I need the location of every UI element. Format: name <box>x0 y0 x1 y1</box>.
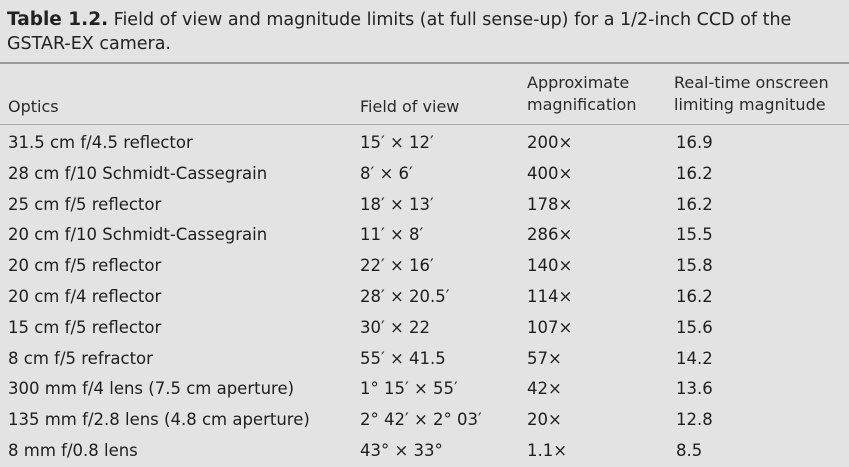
header-rule <box>0 124 849 125</box>
cell-magnification: 20× <box>527 410 562 430</box>
cell-optics: 15 cm f/5 reflector <box>8 317 162 337</box>
table-row <box>0 251 849 282</box>
cell-limiting-magnitude: 15.8 <box>676 256 713 276</box>
header-limiting-magnitude-line2: limiting magnitude <box>674 95 826 114</box>
cell-magnification: 140× <box>527 256 573 276</box>
cell-limiting-magnitude: 12.8 <box>676 410 713 430</box>
cell-magnification: 57× <box>527 348 562 368</box>
table-row <box>0 128 849 159</box>
cell-optics: 25 cm f/5 reflector <box>8 194 162 214</box>
cell-limiting-magnitude: 15.5 <box>676 225 713 245</box>
cell-field-of-view: 8′ × 6′ <box>360 163 413 183</box>
header-limiting-magnitude-line1: Real-time onscreen <box>674 73 829 92</box>
cell-magnification: 400× <box>527 163 573 183</box>
header-limiting-magnitude <box>674 72 829 116</box>
cell-magnification: 178× <box>527 194 573 214</box>
table-caption-text: Field of view and magnitude limits (at full sense-up) for a 1/2-inch CCD of the GSTAR-EX camera. <box>7 10 792 54</box>
cell-limiting-magnitude: 15.6 <box>676 317 713 337</box>
header-magnification-line1: Approximate <box>527 73 630 92</box>
header-field-of-view: Field of view <box>360 97 460 116</box>
cell-field-of-view: 30′ × 22 <box>360 317 431 337</box>
cell-limiting-magnitude: 16.2 <box>676 194 713 214</box>
table-row <box>0 313 849 344</box>
table-row <box>0 190 849 221</box>
cell-limiting-magnitude: 16.2 <box>676 163 713 183</box>
cell-limiting-magnitude: 13.6 <box>676 379 713 399</box>
top-rule <box>0 62 849 64</box>
cell-optics: 300 mm f/4 lens (7.5 cm aperture) <box>8 379 295 399</box>
cell-optics: 8 cm f/5 refractor <box>8 348 153 368</box>
cell-magnification: 107× <box>527 317 573 337</box>
cell-limiting-magnitude: 16.9 <box>676 133 713 152</box>
cell-field-of-view: 55′ × 41.5 <box>360 348 446 368</box>
cell-optics: 135 mm f/2.8 lens (4.8 cm aperture) <box>8 410 310 430</box>
cell-optics: 31.5 cm f/4.5 reflector <box>8 133 193 152</box>
table-row <box>0 374 849 405</box>
table-row <box>0 282 849 313</box>
cell-magnification: 200× <box>527 133 573 152</box>
cell-field-of-view: 43° × 33° <box>360 440 443 460</box>
cell-magnification: 1.1× <box>527 440 568 460</box>
cell-field-of-view: 11′ × 8′ <box>360 225 424 245</box>
cell-field-of-view: 18′ × 13′ <box>360 194 434 214</box>
header-optics: Optics <box>8 97 59 116</box>
table-caption-label: Table 1.2. <box>7 9 109 30</box>
cell-limiting-magnitude: 14.2 <box>676 348 713 368</box>
cell-field-of-view: 28′ × 20.5′ <box>360 286 450 306</box>
cell-field-of-view: 1° 15′ × 55′ <box>360 379 458 399</box>
cell-field-of-view: 22′ × 16′ <box>360 256 434 276</box>
cell-limiting-magnitude: 16.2 <box>676 286 713 306</box>
cell-optics: 20 cm f/5 reflector <box>8 256 162 276</box>
table-row <box>0 436 849 467</box>
table-row <box>0 220 849 251</box>
table-body <box>0 128 849 467</box>
header-magnification-line2: magnification <box>527 95 637 114</box>
table-row <box>0 159 849 190</box>
table-row <box>0 344 849 375</box>
cell-optics: 8 mm f/0.8 lens <box>8 440 138 460</box>
cell-magnification: 114× <box>527 286 573 306</box>
cell-optics: 20 cm f/4 reflector <box>8 286 162 306</box>
cell-field-of-view: 15′ × 12′ <box>360 133 434 152</box>
cell-optics: 20 cm f/10 Schmidt-Cassegrain <box>8 225 268 245</box>
cell-field-of-view: 2° 42′ × 2° 03′ <box>360 410 482 430</box>
cell-magnification: 286× <box>527 225 573 245</box>
cell-optics: 28 cm f/10 Schmidt-Cassegrain <box>8 163 268 183</box>
table-row <box>0 405 849 436</box>
cell-limiting-magnitude: 8.5 <box>676 440 703 460</box>
cell-magnification: 42× <box>527 379 562 399</box>
table-caption <box>7 8 843 56</box>
header-magnification <box>527 72 636 116</box>
